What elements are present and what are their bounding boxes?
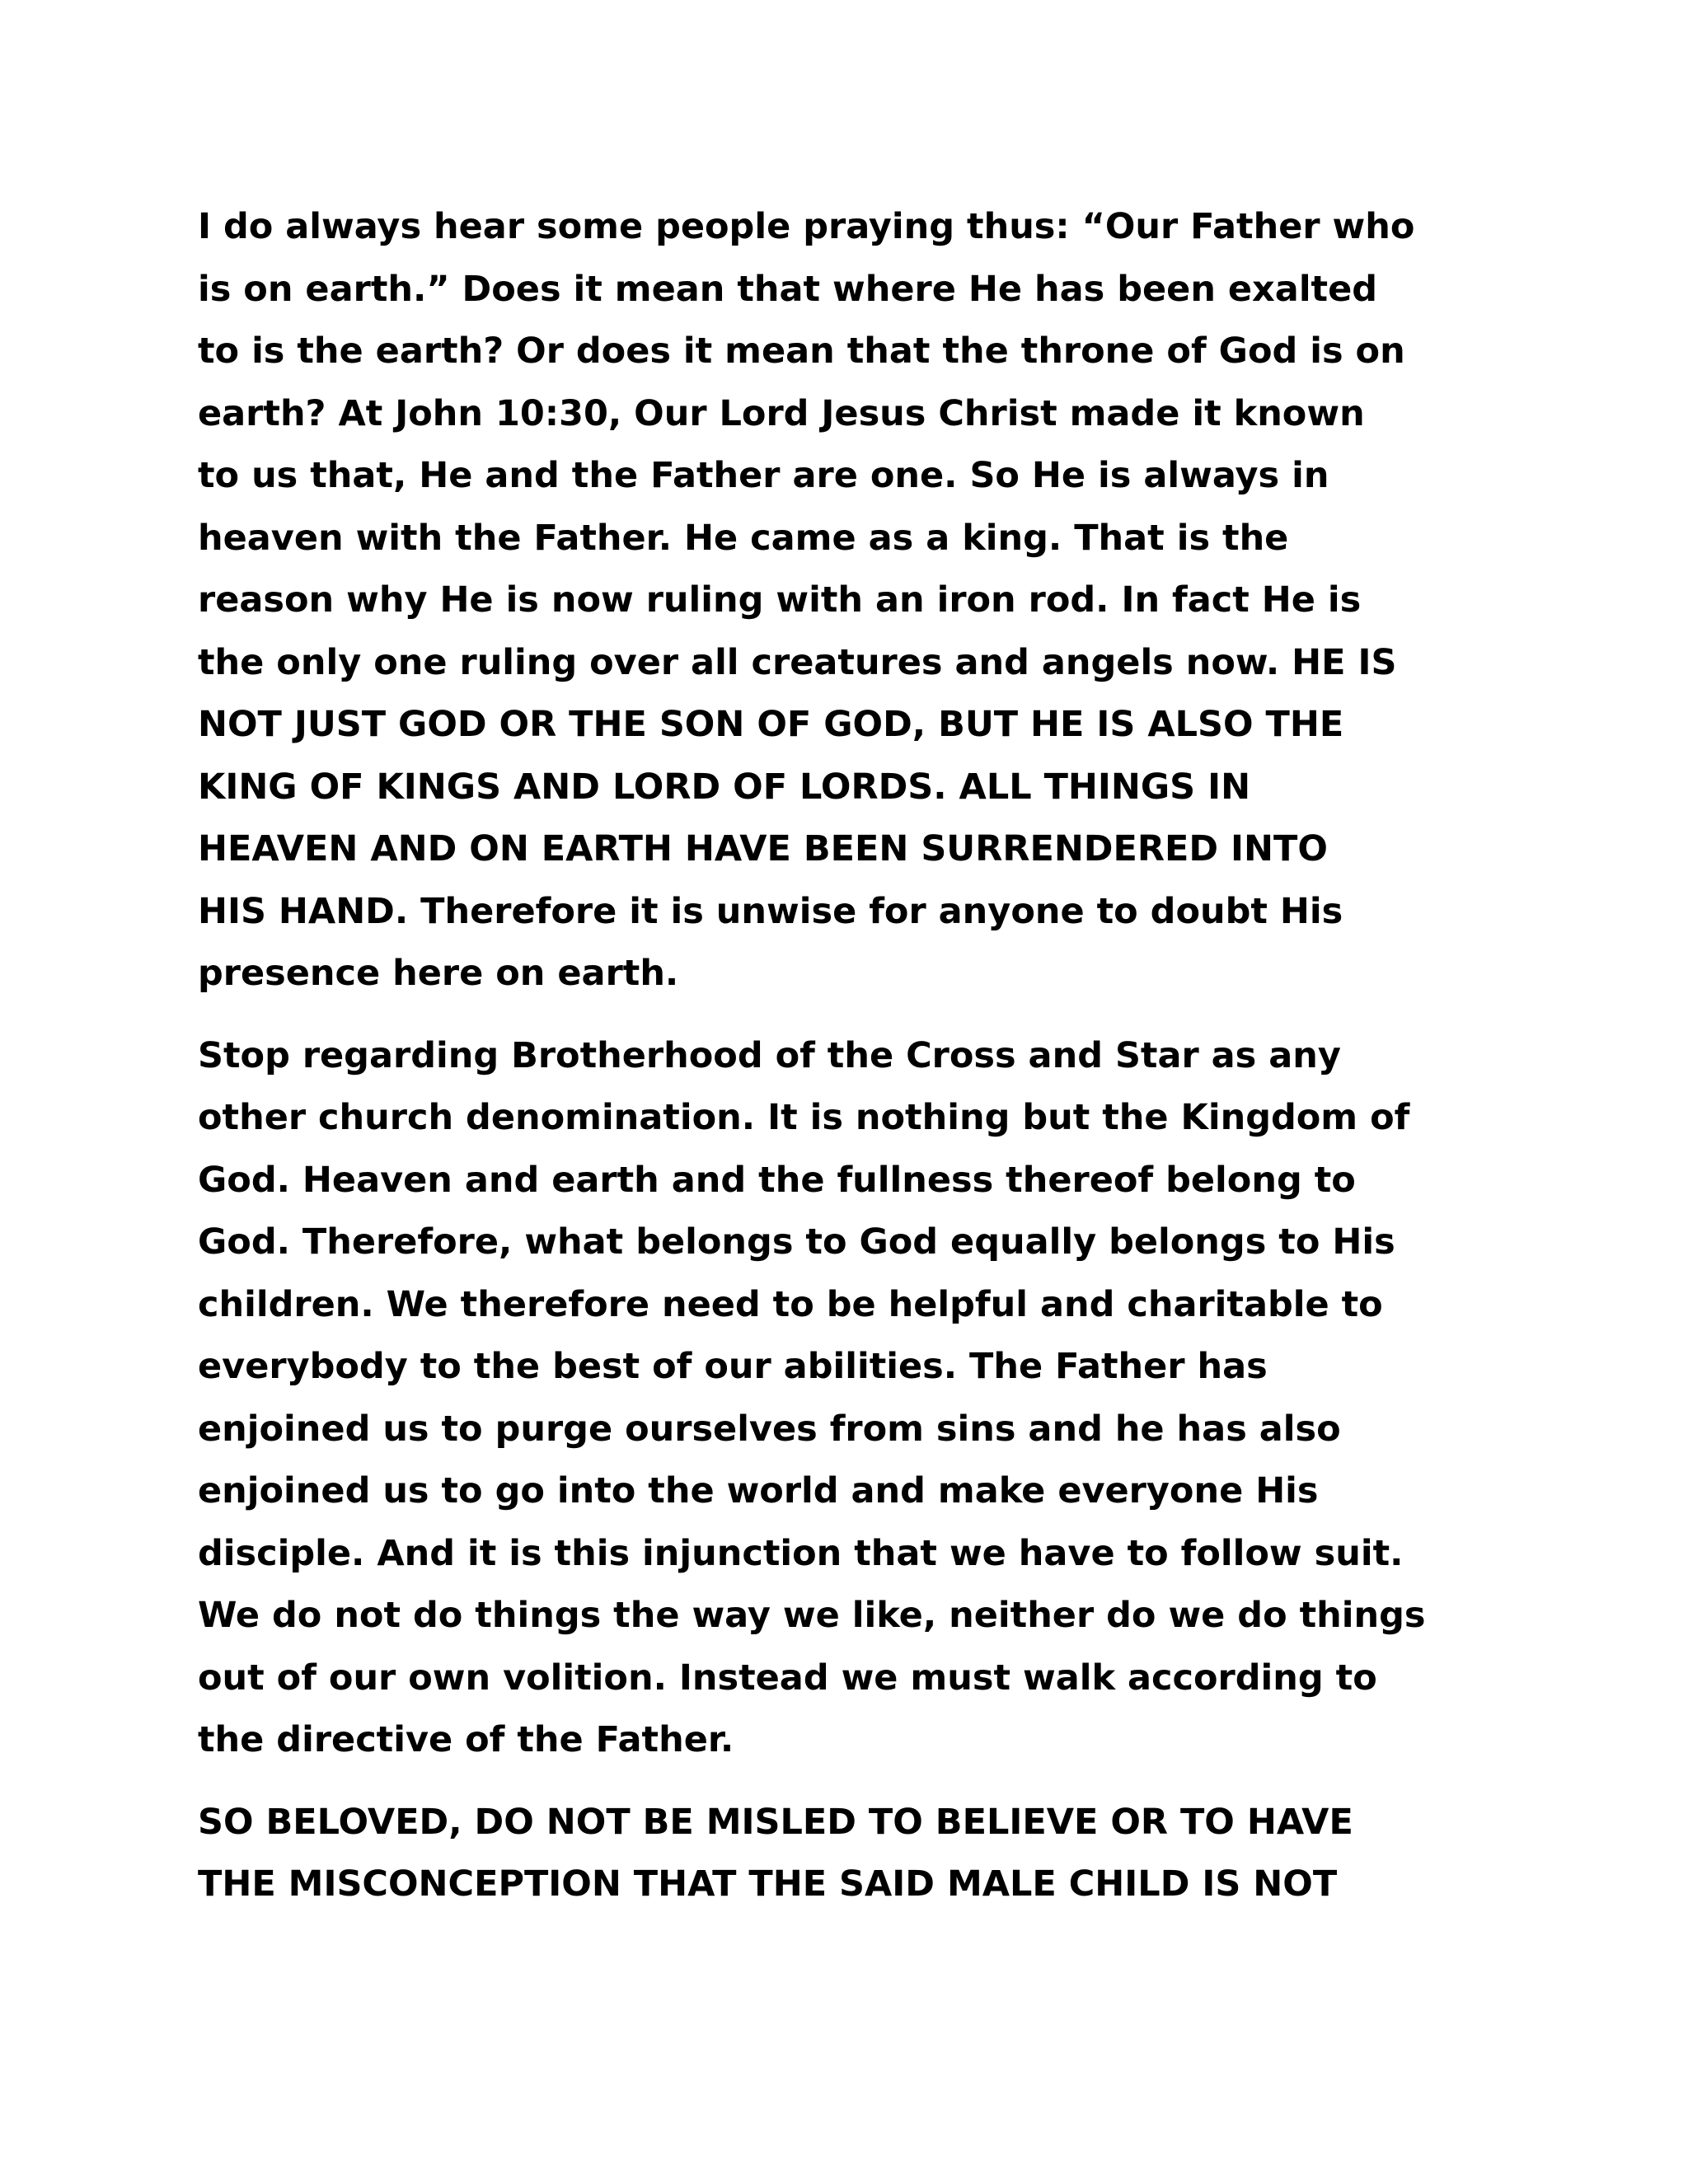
text-line: the directive of the Father. [198,1719,734,1760]
document-body [198,196,1517,1916]
text-line: out of our own volition. Instead we must walk according to [198,1657,1377,1699]
text-line: I do always hear some people praying thus: “Our Father who [198,206,1415,247]
text-line: other church denomination. It is nothing but the Kingdom of [198,1097,1410,1138]
text-line: God. Therefore, what belongs to God equally belongs to His [198,1221,1395,1263]
paragraph-3 [198,1792,1517,1916]
text-line: is on earth.” Does it mean that where He has been exalted [198,268,1378,310]
text-line: to us that, He and the Father are one. So He is always in [198,455,1329,496]
text-line: everybody to the best of our abilities. The Father has [198,1346,1268,1387]
text-line: disciple. And it is this injunction that we have to follow suit. [198,1532,1404,1574]
text-line: THE MISCONCEPTION THAT THE SAID MALE CHILD IS NOT [198,1863,1338,1905]
text-line: We do not do things the way we like, neither do we do things [198,1595,1426,1636]
text-line: to is the earth? Or does it mean that the throne of God is on [198,330,1405,372]
text-line: NOT JUST GOD OR THE SON OF GOD, BUT HE IS ALSO THE [198,704,1344,745]
text-line: KING OF KINGS AND LORD OF LORDS. ALL THINGS IN [198,766,1251,808]
paragraph-1 [198,196,1517,1005]
text-line: SO BELOVED, DO NOT BE MISLED TO BELIEVE OR TO HAVE [198,1801,1353,1843]
paragraph-2 [198,1025,1517,1772]
text-line: heaven with the Father. He came as a king. That is the [198,517,1289,559]
text-line: enjoined us to go into the world and make everyone His [198,1470,1319,1511]
text-line: presence here on earth. [198,953,679,994]
text-line: HEAVEN AND ON EARTH HAVE BEEN SURRENDERED INTO [198,828,1328,869]
text-line: reason why He is now ruling with an iron rod. In fact He is [198,579,1362,621]
text-line: God. Heaven and earth and the fullness thereof belong to [198,1159,1356,1201]
text-line: children. We therefore need to be helpful and charitable to [198,1283,1383,1325]
text-line: the only one ruling over all creatures and angels now. HE IS [198,641,1397,683]
text-line: Stop regarding Brotherhood of the Cross and Star as any [198,1034,1341,1076]
text-line: earth? At John 10:30, Our Lord Jesus Christ made it known [198,392,1365,434]
text-line: HIS HAND. Therefore it is unwise for anyone to doubt His [198,890,1343,932]
text-line: enjoined us to purge ourselves from sins and he has also [198,1408,1341,1450]
